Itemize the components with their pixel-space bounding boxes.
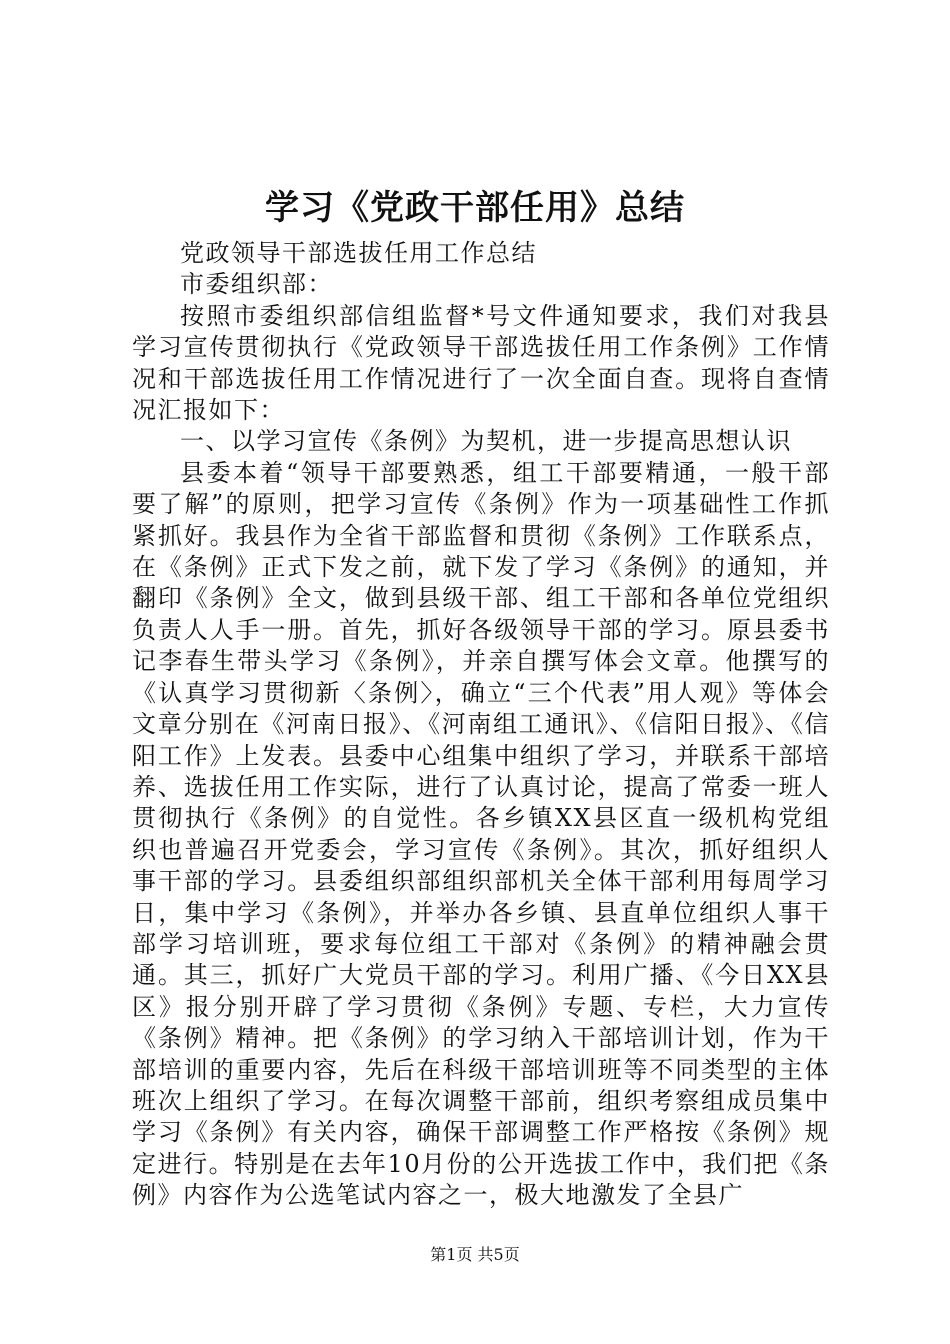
paragraph-heading: 党政领导干部选拔任用工作总结 [180,239,537,267]
paragraph-section-heading: 一、以学习宣传《条例》为契机，进一步提高思想认识 [180,427,792,456]
document-body [132,238,830,1212]
paragraph-addressee: 市委组织部： [180,270,333,299]
paragraph-main: 县委本着“领导干部要熟悉，组工干部要精通，一般干部要了解”的原则，把学习宣传《条例》作为一项基础性工作抓紧抓好。我县作为全省干部监督和贯彻《条例》工作联系点，在《条例》正式下发之前，就下发了学习《条例》的通知，并翻印《条例》全文，做到县级干部、组工干部和各单位党组织负责人人手一册。首先，抓好各级领导干部的学习。原县委书记李春生带头学习《条例》，并亲自撰写体会文章。他撰写的《认真学习贯彻新〈条例〉，确立“三个代表”用人观》等体会文章分别在《河南日报》、《河南组工通讯》、《信阳日报》、《信阳工作》上发表。县委中心组集中组织了学习，并联系干部培养、选拔任用工作实际，进行了认真讨论，提高了常委一班人贯彻执行《条例》的自觉性。各乡镇XX县区直一级机构党组织也普遍召开党委会，学习宣传《条例》。其次，抓好组织人事干部的学习。县委组织部组织部机关全体干部利用每周学习日，集中学习《条例》，并举办各乡镇、县直单位组织人事干部学习培训班，要求每位组工干部对《条例》的精神融会贯通。其三，抓好广大党员干部的学习。利用广播、《今日XX县区》报分别开辟了学习贯彻《条例》专题、专栏，大力宣传《条例》精神。把《条例》的学习纳入干部培训计划，作为干部培训的重要内容，先后在科级干部培训班等不同类型的主体班次上组织了学习。在每次调整干部前，组织考察组成员集中学习《条例》有关内容，确保干部调整工作严格按《条例》规定进行。特别是在去年10月份的公开选拔工作中，我们把《条例》内容作为公选笔试内容之一，极大地激发了全县广 [132,458,830,1210]
paragraph-intro: 按照市委组织部信组监督*号文件通知要求，我们对我县学习宣传贯彻执行《党政领导干部选拔任用工作条例》工作情况和干部选拔任用工作情况进行了一次全面自查。现将自查情况汇报如下： [132,301,830,425]
page-footer: 第1页 共5页 [430,1245,520,1264]
document-title: 学习《党政干部任用》总结 [265,188,685,228]
